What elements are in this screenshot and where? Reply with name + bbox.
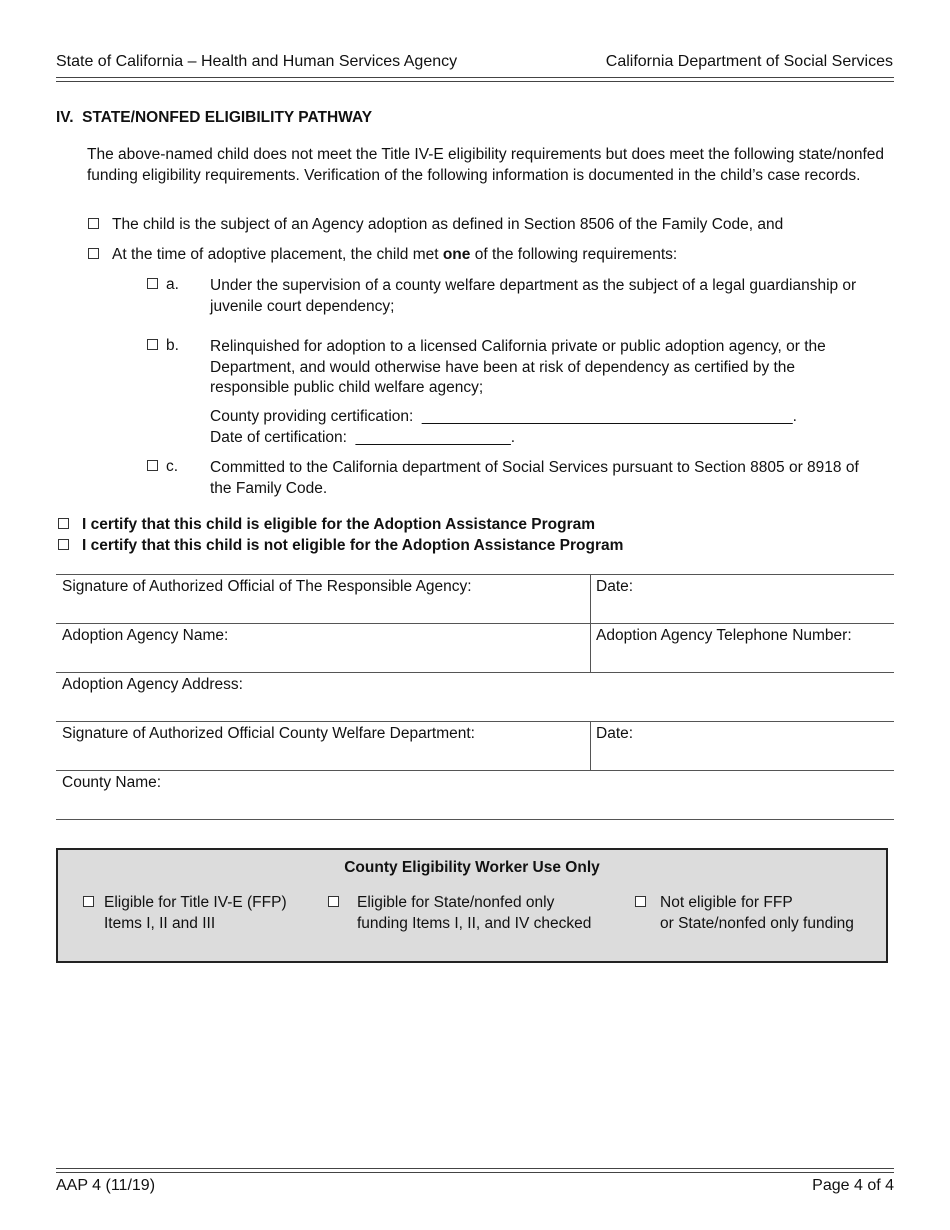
agency-adoption-text: The child is the subject of an Agency adoption as defined in Section 8506 of the Family Code, and: [112, 216, 784, 233]
placement-requirement-checkbox[interactable]: [88, 248, 99, 259]
county-signature-date-field[interactable]: Date:: [596, 725, 634, 742]
agency-address-field[interactable]: Adoption Agency Address:: [62, 676, 243, 693]
sub-a-checkbox[interactable]: [147, 278, 158, 289]
worker-opt2-text: [357, 893, 591, 934]
sub-c-text: Committed to the California department of Social Services pursuant to Section 8805 or 8918 of the Family Code.: [210, 459, 859, 497]
worker-opt3-checkbox[interactable]: [635, 896, 646, 907]
sub-a-text: Under the supervision of a county welfare department as the subject of a legal guardianship or juvenile court dependency;: [210, 277, 857, 315]
field-divider: [590, 721, 591, 770]
header-left: State of California – Health and Human Services Agency: [56, 53, 458, 70]
sub-c-label: c.: [166, 458, 179, 475]
worker-opt1-checkbox[interactable]: [83, 896, 94, 907]
agency-adoption-checkbox[interactable]: [88, 218, 99, 229]
worker-opt3-line2: or State/nonfed only funding: [660, 914, 854, 932]
agency-name-field[interactable]: Adoption Agency Name:: [62, 627, 229, 644]
intro-paragraph: The above-named child does not meet the Title IV-E eligibility requirements but does meet the following state/nonfed funding eligibility requirements. Verification of the following information is documented in the child’s case records.: [87, 146, 884, 184]
county-signature-field[interactable]: Signature of Authorized Official County Welfare Department:: [62, 725, 475, 742]
worker-opt1-text: [104, 893, 287, 934]
field-rule: [56, 574, 894, 575]
worker-opt3-text: [660, 893, 854, 934]
worker-box-title: County Eligibility Worker Use Only: [344, 859, 600, 876]
worker-opt1-line2: Items I, II and III: [104, 914, 216, 932]
worker-opt2-line1: Eligible for State/nonfed only: [357, 894, 555, 911]
agency-signature-field[interactable]: Signature of Authorized Official of The Responsible Agency:: [62, 578, 472, 595]
sub-b-text: Relinquished for adoption to a licensed California private or public adoption agency, or the Department, and would otherwise have been at risk of dependency as certified by the responsible public child welfare agency;: [210, 338, 826, 396]
field-rule: [56, 819, 894, 820]
county-certification-field[interactable]: County providing certification: ___________________________________________.: [210, 408, 797, 425]
placement-requirement-post: of the following requirements:: [470, 246, 678, 263]
worker-opt2-checkbox[interactable]: [328, 896, 339, 907]
county-name-field[interactable]: County Name:: [62, 774, 162, 791]
worker-opt2-line2: funding Items I, II, and IV checked: [357, 914, 592, 932]
sub-b-checkbox[interactable]: [147, 339, 158, 350]
field-rule: [56, 770, 894, 771]
footer-rule: [56, 1168, 894, 1173]
header-right: California Department of Social Services: [605, 53, 893, 70]
certify-eligible-text: I certify that this child is eligible for the Adoption Assistance Program: [82, 516, 596, 533]
agency-signature-date-field[interactable]: Date:: [596, 578, 634, 595]
worker-opt3-line1: Not eligible for FFP: [660, 894, 793, 911]
field-divider: [590, 574, 591, 672]
certify-eligible-checkbox[interactable]: [58, 518, 69, 529]
field-rule: [56, 623, 894, 624]
section-title: IV. STATE/NONFED ELIGIBILITY PATHWAY: [56, 109, 373, 126]
footer-form-id: AAP 4 (11/19): [56, 1177, 156, 1194]
certify-not-eligible-text: I certify that this child is not eligible for the Adoption Assistance Program: [82, 537, 624, 554]
placement-requirement-bold: one: [442, 246, 471, 263]
sub-b-label: b.: [166, 337, 179, 354]
header-rule: [56, 77, 894, 82]
field-rule: [56, 672, 894, 673]
field-rule: [56, 721, 894, 722]
placement-requirement-text: [112, 246, 677, 264]
worker-opt1-line1: Eligible for Title IV-E (FFP): [104, 894, 287, 911]
certify-not-eligible-checkbox[interactable]: [58, 539, 69, 550]
sub-a-label: a.: [166, 276, 179, 293]
footer-page-number: Page 4 of 4: [812, 1177, 894, 1194]
agency-phone-field[interactable]: Adoption Agency Telephone Number:: [596, 627, 852, 644]
sub-c-checkbox[interactable]: [147, 460, 158, 471]
date-certification-field[interactable]: Date of certification: __________________.: [210, 429, 516, 446]
placement-requirement-pre: At the time of adoptive placement, the child met: [112, 246, 443, 263]
worker-use-box: [56, 848, 888, 963]
